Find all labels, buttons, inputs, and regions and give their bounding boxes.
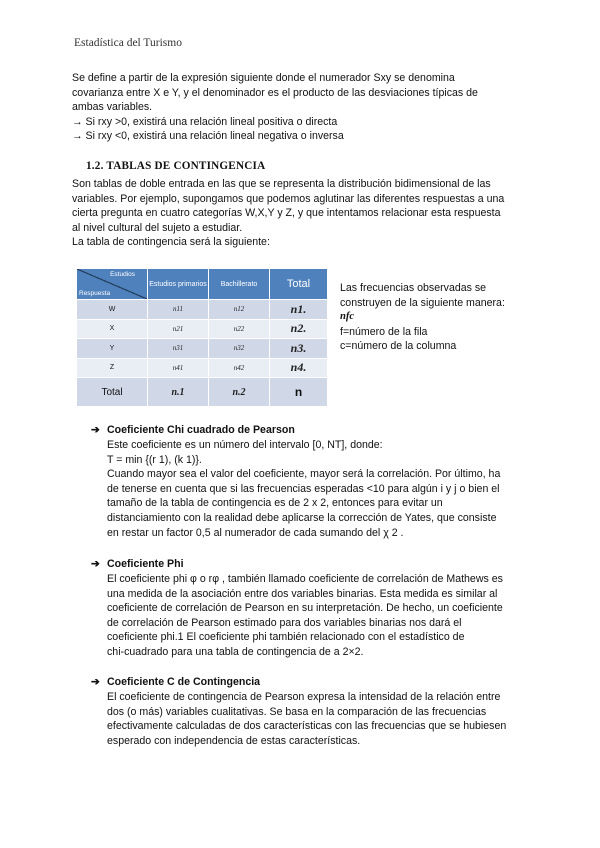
corner-bottom-label: Respuesta: [79, 290, 111, 297]
table-cell: n3.: [270, 339, 328, 359]
text-line: construyen de la siguiente manera:: [340, 296, 505, 309]
table-cell: n4.: [270, 358, 328, 378]
text-line: tamaño de la tabla de contingencia es de 2 x 2, entonces para evitar un: [107, 497, 443, 510]
table-cell: n11: [148, 300, 209, 320]
bullet-phi: [91, 557, 184, 572]
intro-paragraph: [72, 71, 532, 144]
arrow-icon: ➔: [91, 676, 100, 688]
text-line: Se define a partir de la expresión siguiente donde el numerador Sxy se denomina: [72, 72, 455, 84]
row-label: X: [77, 319, 148, 339]
table-cell: n: [270, 378, 328, 407]
table-cell: n42: [209, 358, 270, 378]
text-line: → Si rxy <0, existirá una relación lineal negativa o inversa: [72, 130, 344, 143]
corner-cell: [77, 269, 148, 300]
table-cell: n21: [148, 319, 209, 339]
text-line: ambas variables.: [72, 101, 153, 114]
text-line: coeficiente de correlación de Pearson en su interpretación. De hecho, un coeficiente: [107, 602, 503, 615]
bullet-c: [91, 675, 260, 690]
col-header: Bachillerato: [209, 269, 270, 300]
text-line: Son tablas de doble entrada en las que se representa la distribución bidimensional de las: [72, 178, 491, 190]
text-line: esperado con independencia de estas características.: [107, 734, 361, 747]
text-line: cierta pregunta en cuatro categorías W,X,Y y Z, y que intentamos relacionar esta respuesta: [72, 207, 501, 220]
text-line: de correlación de Pearson estimado para dos variables binarias nos dará el: [107, 616, 462, 629]
total-row: [77, 378, 328, 407]
text-line: al nivel cultural del sujeto a estudiar.: [72, 221, 243, 234]
row-label: Y: [77, 339, 148, 359]
table-cell: n.2: [209, 378, 270, 407]
table-cell: n32: [209, 339, 270, 359]
contingency-table: [76, 268, 328, 407]
text-line: f=número de la fila: [340, 325, 428, 338]
text-line: c=número de la columna: [340, 340, 457, 353]
phi-paragraph: [107, 572, 527, 660]
table-cell: n.1: [148, 378, 209, 407]
text-line: en restar un factor 0,5 al numerador de cada sumando del χ 2 .: [107, 526, 404, 539]
text-line: covarianza entre X e Y, y el denominador es el producto de las desviaciones típicas de: [72, 86, 478, 99]
side-note: [340, 281, 505, 354]
text-line: una medida de la asociación entre dos variables binarias. Esta medida es similar al: [107, 587, 498, 600]
section-title: 1.2. TABLAS DE CONTINGENCIA: [86, 160, 266, 172]
table-row: [77, 300, 328, 320]
table-cell: n1.: [270, 300, 328, 320]
text-line: → Si rxy >0, existirá una relación lineal positiva o directa: [72, 115, 338, 128]
col-header: Total: [270, 269, 328, 300]
bullet-title: Coeficiente Chi cuadrado de Pearson: [107, 424, 295, 436]
table-cell: n41: [148, 358, 209, 378]
col-header: Estudios primarios: [148, 269, 209, 300]
bullet-title: Coeficiente Phi: [107, 558, 184, 570]
text-line: T = min {(r 1), (k 1)}.: [107, 453, 202, 466]
arrow-icon: ➔: [91, 558, 100, 570]
text-line: dos (o más) variables cualitativas. Se basa en la comparación de las frecuencias: [107, 705, 487, 718]
text-line: El coeficiente de contingencia de Pearson expresa la intensidad de la relación entre: [107, 691, 501, 703]
corner-top-label: Estudios: [110, 271, 135, 278]
row-label: W: [77, 300, 148, 320]
arrow-icon: ➔: [91, 424, 100, 436]
text-line: Este coeficiente es un número del intervalo [0, NT], donde:: [107, 439, 383, 451]
nfc-symbol: nfc: [340, 311, 355, 323]
c-paragraph: [107, 690, 527, 748]
bullet-title: Coeficiente C de Contingencia: [107, 676, 261, 688]
table-cell: n12: [209, 300, 270, 320]
text-line: distanciamiento con la realidad debe aplicarse la corrección de Yates, que consiste: [107, 511, 497, 524]
text-line: La tabla de contingencia será la siguiente:: [72, 236, 270, 249]
chi-paragraph: [107, 438, 527, 540]
table-cell: n31: [148, 339, 209, 359]
table-row: [77, 358, 328, 378]
contingency-paragraph: [72, 177, 532, 250]
text-line: Las frecuencias observadas se: [340, 282, 487, 294]
text-line: de tenerse en cuenta que si las frecuencias esperadas <10 para algún i y j o bien el: [107, 482, 500, 495]
table-row: [77, 339, 328, 359]
text-line: variables. Por ejemplo, supongamos que podemos aglutinar las diferentes respuestas a una: [72, 192, 505, 205]
row-label: Z: [77, 358, 148, 378]
table-cell: n2.: [270, 319, 328, 339]
table-cell: n22: [209, 319, 270, 339]
bullet-chi: [91, 423, 295, 438]
text-line: chi-cuadrado para una tabla de contingencia de a 2×2.: [107, 645, 364, 658]
text-line: El coeficiente phi φ o rφ , también llamado coeficiente de correlación de Mathews es: [107, 573, 503, 585]
text-line: Cuando mayor sea el valor del coeficiente, mayor será la correlación. Por último, ha: [107, 468, 501, 481]
text-line: efectivamente calculadas de dos características con las frecuencias que se hubiesen: [107, 720, 507, 733]
table-header-row: [77, 269, 328, 300]
row-label: Total: [77, 378, 148, 407]
table-row: [77, 319, 328, 339]
text-line: coeficiente phi.1 El coeficiente phi también relacionado con el estadístico de: [107, 631, 465, 644]
page-header: Estadística del Turismo: [74, 37, 182, 49]
